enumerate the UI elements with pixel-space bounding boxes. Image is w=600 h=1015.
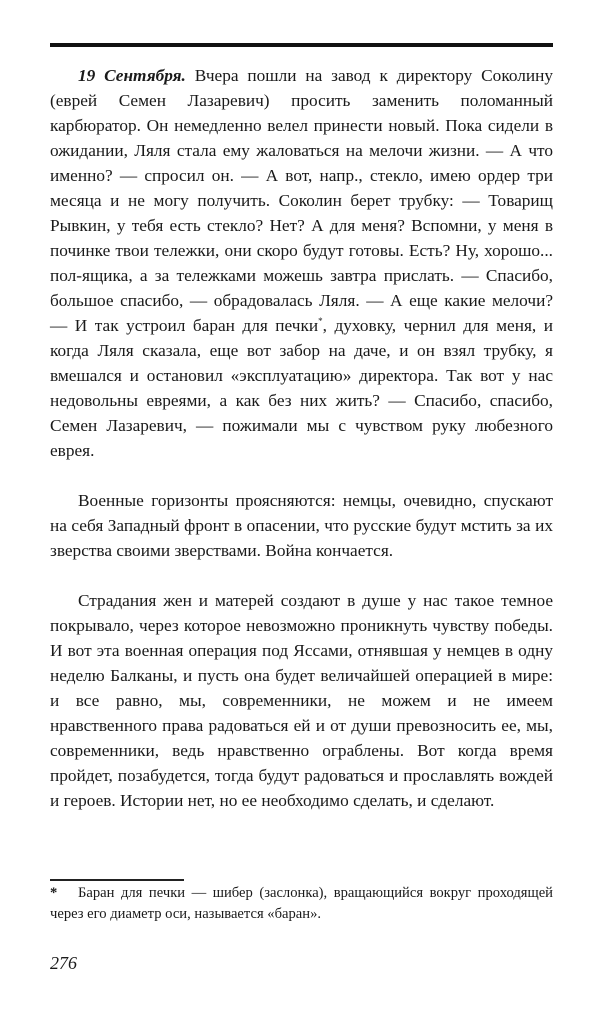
paragraph-text-continuation: , духовку, чернил для меня, и когда Ляля сказала, еще вот забор на даче, и он взял трубку, я вмешался и остановил «эксплуатацию» директора. Так вот у нас недовольны евреями, а как без них жить? — Спасибо, спасибо, Семен Лазаревич, — пожимали мы с чувством руку любезного еврея. <box>50 316 553 460</box>
footnote <box>50 883 553 925</box>
footnote-divider <box>50 879 184 881</box>
diary-body <box>50 63 553 813</box>
footnote-reference[interactable]: * <box>318 316 323 327</box>
paragraph-text: Вчера пошли на завод к директору Соколину (еврей Семен Лазаревич) просить заменить поломанный карбюратор. Он немедленно велел принести новый. Пока сидели в ожидании, Ляля стала ему жаловаться на мелочи жизни. — А что именно? — спросил он. — А вот, напр., стекло, имею ордер три месяца и не могу получить. Соколин берет трубку: — Товарищ Рывкин, у тебя есть стекло? Нет? А для меня? Вспомни, у меня в починке твои тележки, они скоро будут готовы. Есть? Ну, хорошо... пол-ящика, а за тележками можешь завтра прислать. — Спасибо, большое спасибо, — обрадовалась Ляля. — А еще какие мелочи? — И так устроил баран для печки <box>50 66 554 335</box>
footnote-marker: * <box>50 885 58 901</box>
diary-entry-paragraph <box>50 63 553 463</box>
top-rule <box>50 43 553 47</box>
footnote-text: Баран для печки — шибер (заслонка), вращающийся вокруг проходящей через его диаметр оси, называется «баран». <box>50 885 553 922</box>
paragraph-war-horizons: Военные горизонты проясняются: немцы, очевидно, спускают на себя Западный фронт в опасении, что русские будут мстить за их зверства своими зверствами. Война кончается. <box>50 491 553 560</box>
entry-date: 19 Сентября. <box>78 66 186 85</box>
page-number: 276 <box>50 953 77 973</box>
paragraph-suffering: Страдания жен и матерей создают в душе у нас такое темное покрывало, через которое невозможно проникнуть чувству победы. И вот эта военная операция под Яссами, отнявшая у немцев в одну неделю Балканы, и пусть она будет величайшей операцией в мире: и все равно, мы, современники, не можем и не имеем нравственного права радоваться ей и от души превозносить ее, мы, современники, ведь нравственно ограблены. Вот когда время пройдет, позабудется, тогда будут радоваться и прославлять вождей и героев. Истории нет, но ее необходимо сделать, и сделают. <box>50 591 553 810</box>
